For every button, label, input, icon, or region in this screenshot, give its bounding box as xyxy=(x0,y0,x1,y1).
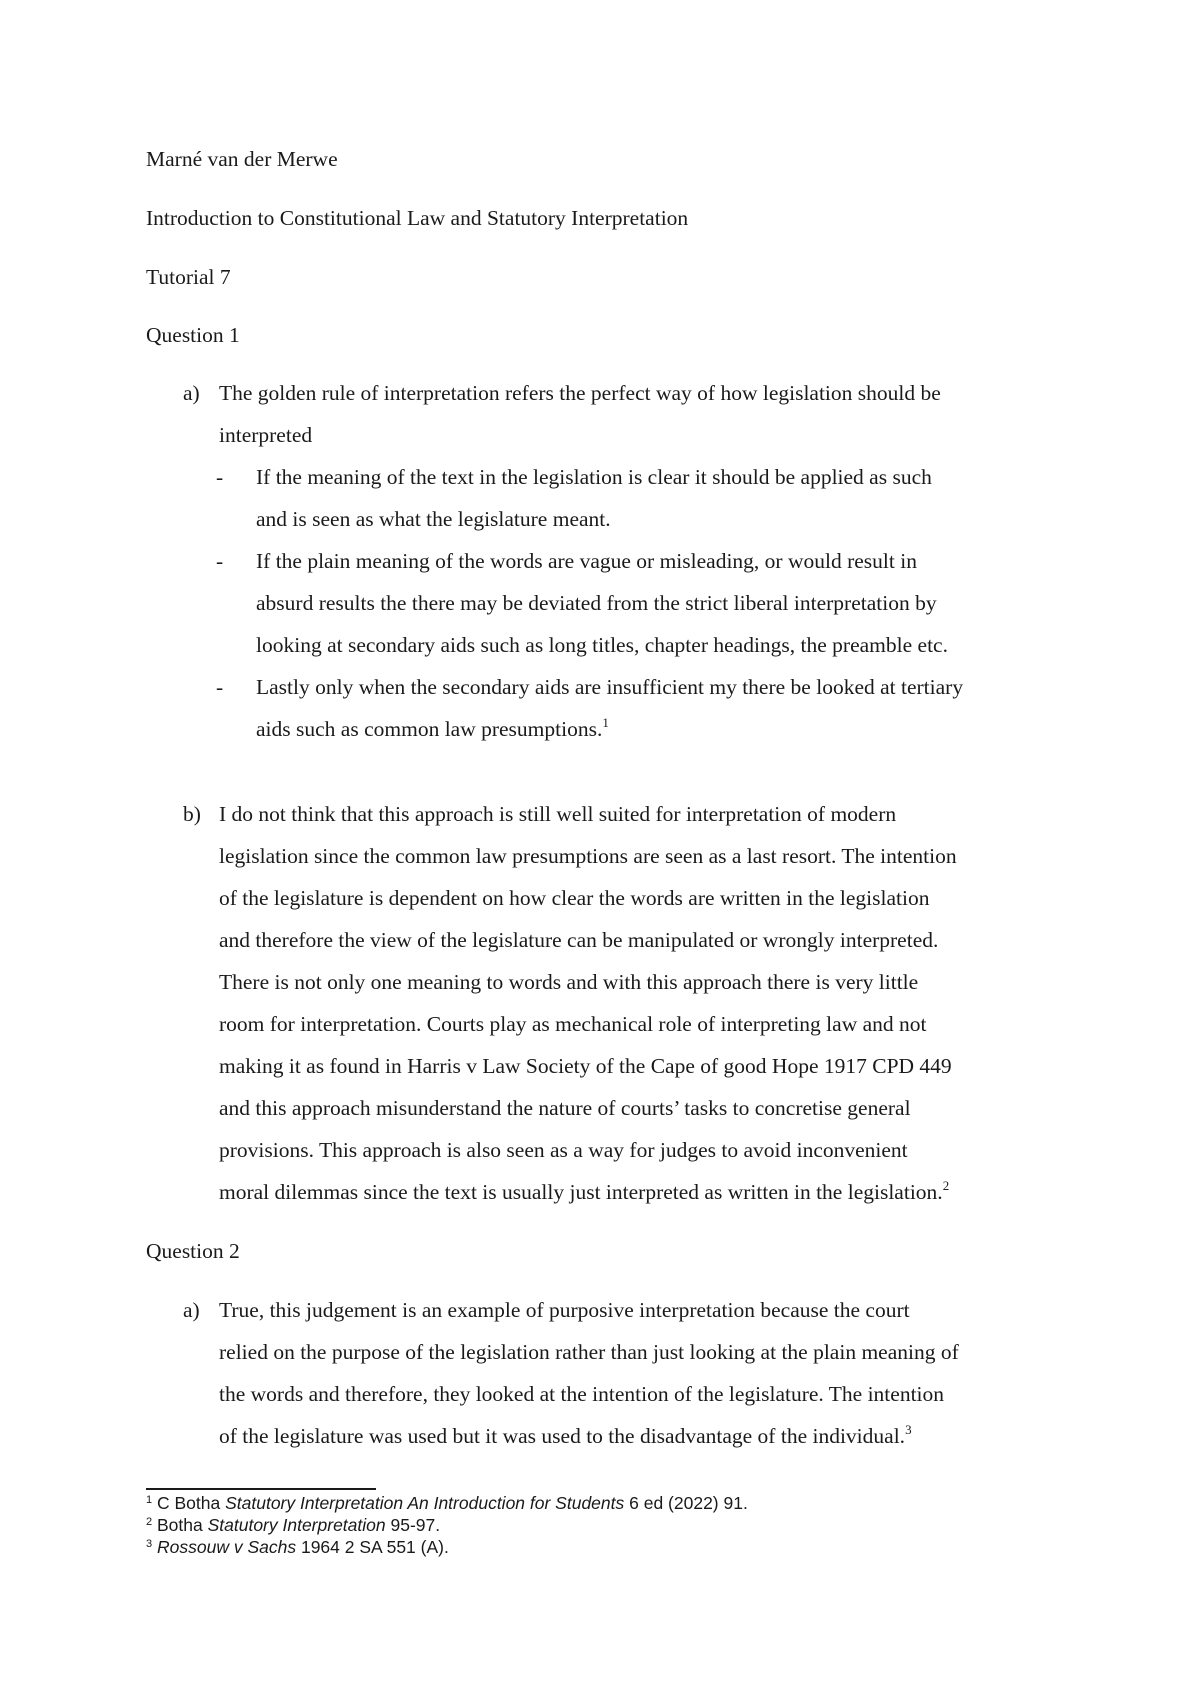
footnote-text: Botha xyxy=(152,1515,208,1535)
bullet-line: If the plain meaning of the words are vague or misleading, or would result in xyxy=(256,549,917,573)
bullet-line: Lastly only when the secondary aids are insufficient my there be looked at tertiary xyxy=(256,675,964,699)
bullet-line: If the meaning of the text in the legislation is clear it should be applied as such xyxy=(256,465,932,489)
footnotes xyxy=(146,1492,1046,1558)
bullet-line: absurd results the there may be deviated from the strict liberal interpretation by xyxy=(256,591,937,615)
question-1-heading: Question 1 xyxy=(146,323,240,347)
q2-a-line: the words and therefore, they looked at the intention of the legislature. The intention xyxy=(219,1382,945,1406)
tutorial-number: Tutorial 7 xyxy=(146,265,231,289)
bullet-dash: - xyxy=(216,549,224,573)
footnote-number: 1 xyxy=(146,1494,153,1506)
footnote-text: 1964 2 SA 551 (A). xyxy=(296,1537,449,1557)
bullet-line: and is seen as what the legislature meant. xyxy=(256,507,611,531)
bullet-dash: - xyxy=(216,465,224,489)
footnote-ref-1: 1 xyxy=(602,715,609,730)
q1-b-line: of the legislature is dependent on how clear the words are written in the legislation xyxy=(219,886,930,910)
bullet-line: aids such as common law presumptions. xyxy=(256,717,603,741)
q1-b-line: legislation since the common law presumptions are seen as a last resort. The intention xyxy=(219,844,957,868)
q1-b-line: making it as found in Harris v Law Society of the Cape of good Hope 1917 CPD 449 xyxy=(219,1054,952,1078)
q1-b-line: There is not only one meaning to words and with this approach there is very little xyxy=(219,970,919,994)
q1-b-line: room for interpretation. Courts play as mechanical role of interpreting law and not xyxy=(219,1012,927,1036)
footnote-text: 95-97. xyxy=(385,1515,441,1535)
q1-a-line: The golden rule of interpretation refers the perfect way of how legislation should be xyxy=(219,381,941,405)
q1-b-line: I do not think that this approach is still well suited for interpretation of modern xyxy=(219,802,897,826)
q2-a-line: of the legislature was used but it was used to the disadvantage of the individual. xyxy=(219,1424,906,1448)
q2-a-line: True, this judgement is an example of purposive interpretation because the court xyxy=(219,1298,910,1322)
q1-a-line: interpreted xyxy=(219,423,313,447)
q1-b-line: moral dilemmas since the text is usually just interpreted as written in the legislation. xyxy=(219,1180,943,1204)
q1-b-marker: b) xyxy=(183,802,201,826)
footnote-number: 3 xyxy=(146,1538,153,1550)
q1-a-marker: a) xyxy=(183,381,200,405)
footnote xyxy=(146,1492,1046,1514)
bullet-dash: - xyxy=(216,675,224,699)
footnote xyxy=(146,1536,1046,1558)
author-name: Marné van der Merwe xyxy=(146,147,338,171)
footnote xyxy=(146,1514,1046,1536)
footnote-text: 6 ed (2022) 91. xyxy=(624,1493,748,1513)
bullet-line: looking at secondary aids such as long titles, chapter headings, the preamble etc. xyxy=(256,633,948,657)
footnote-italic: Statutory Interpretation An Introduction for Students xyxy=(225,1493,625,1513)
q1-b-line: provisions. This approach is also seen as a way for judges to avoid inconvenient xyxy=(219,1138,908,1162)
footnote-text: C Botha xyxy=(152,1493,226,1513)
q2-a-marker: a) xyxy=(183,1298,200,1322)
footnote-italic: Rossouw v Sachs xyxy=(157,1537,297,1557)
q1-b-line: and therefore the view of the legislature can be manipulated or wrongly interpreted. xyxy=(219,928,939,952)
footnote-italic: Statutory Interpretation xyxy=(207,1515,386,1535)
question-2-heading: Question 2 xyxy=(146,1239,240,1263)
footnote-ref-2: 2 xyxy=(942,1178,950,1193)
q2-a-line: relied on the purpose of the legislation rather than just looking at the plain meaning of xyxy=(219,1340,959,1364)
course-title: Introduction to Constitutional Law and Statutory Interpretation xyxy=(146,206,689,230)
footnote-ref-3: 3 xyxy=(905,1422,912,1437)
q1-b-line: and this approach misunderstand the nature of courts’ tasks to concretise general xyxy=(219,1096,911,1120)
footnote-number: 2 xyxy=(146,1516,153,1528)
footnote-separator xyxy=(146,1488,376,1490)
